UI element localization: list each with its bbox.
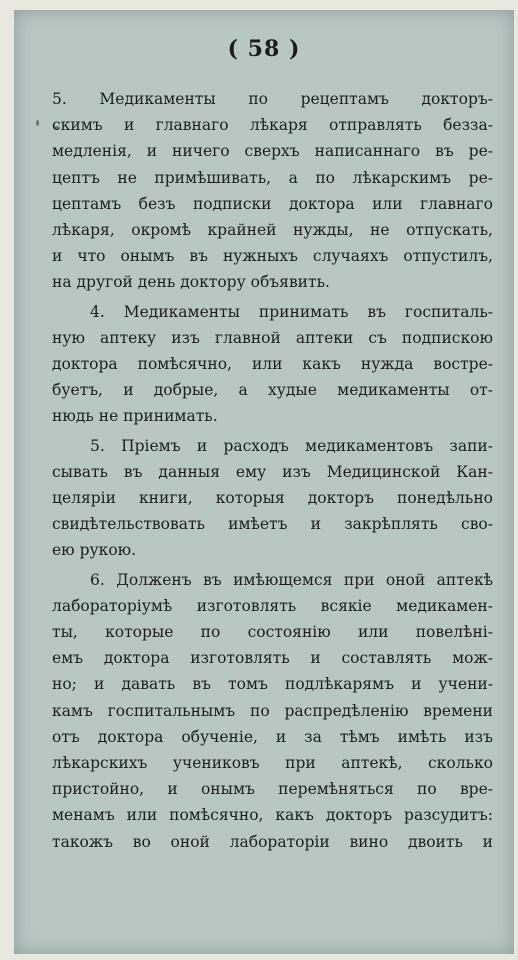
text-line: лѣкарскихъ учениковъ при аптекѣ, сколько bbox=[52, 754, 493, 773]
text-line: 5. Медикаменты по рецептамъ докторъ- bbox=[52, 90, 493, 108]
text-line: медленія, и ничего сверхъ написаннаго въ ре- bbox=[52, 142, 493, 161]
text-line: но; и давать въ томъ подлѣкарямъ и учени- bbox=[52, 675, 493, 694]
text-line: скимъ и главнаго лѣкаря отправлять безза- bbox=[52, 116, 493, 135]
text-line: сывать въ данныя ему изъ Медицинской Кан- bbox=[52, 462, 493, 481]
text-line: на другой день доктору объявить. bbox=[52, 273, 330, 292]
text-line: ею рукою. bbox=[52, 541, 137, 560]
text-line: пристойно, и онымъ перемѣняться по вре- bbox=[52, 780, 493, 799]
text-line: ты, которые по состоянію или повелѣні- bbox=[52, 623, 493, 642]
text-line: цептамъ безъ подписки доктора или главнаго bbox=[52, 194, 493, 213]
text-line: 4. Медикаменты принимать въ госпиталь- bbox=[90, 302, 493, 321]
text-line: цептъ не примѣшивать, а по лѣкарскимъ ре- bbox=[52, 168, 493, 187]
text-line: 5. Пріемъ и расходъ медикаментовъ запи- bbox=[90, 436, 493, 455]
book-page bbox=[14, 10, 514, 954]
text-line: целяріи книги, которыя докторъ понедѣльно bbox=[52, 489, 493, 508]
ink-speck bbox=[36, 120, 39, 126]
text-line: и что онымъ въ нужныхъ случаяхъ отпустилъ, bbox=[52, 247, 493, 266]
text-line: лабораторіумѣ изготовлять всякіе медикамен- bbox=[52, 596, 493, 615]
text-line: 6. Долженъ въ имѣющемся при оной аптекѣ bbox=[90, 570, 493, 589]
text-line: нюдь не принимать. bbox=[52, 407, 218, 426]
text-line: доктора помѣсячно, или какъ нужда востре- bbox=[52, 355, 493, 374]
text-line: камъ госпитальнымъ по распредѣленію времени bbox=[52, 701, 493, 720]
page-body bbox=[52, 86, 493, 855]
text-line: менамъ или помѣсячно, какъ докторъ разсудитъ: bbox=[52, 806, 493, 825]
text-line: ную аптеку изъ главной аптеки съ подпискою bbox=[52, 328, 493, 347]
text-line: буетъ, и добрые, а худые медикаменты от- bbox=[52, 381, 493, 400]
text-line: лѣкаря, окромѣ крайней нужды, не отпускать, bbox=[52, 221, 493, 240]
text-line: свидѣтельствовать имѣетъ и закрѣплять сво- bbox=[52, 515, 493, 534]
text-line: такожъ во оной лабораторіи вино двоить и bbox=[52, 832, 493, 851]
text-line: емъ доктора изготовлять и составлять мож- bbox=[52, 649, 493, 668]
page-number: ( 58 ) bbox=[227, 36, 301, 62]
text-line: отъ доктора обученіе, и за тѣмъ имѣть изъ bbox=[52, 727, 493, 746]
